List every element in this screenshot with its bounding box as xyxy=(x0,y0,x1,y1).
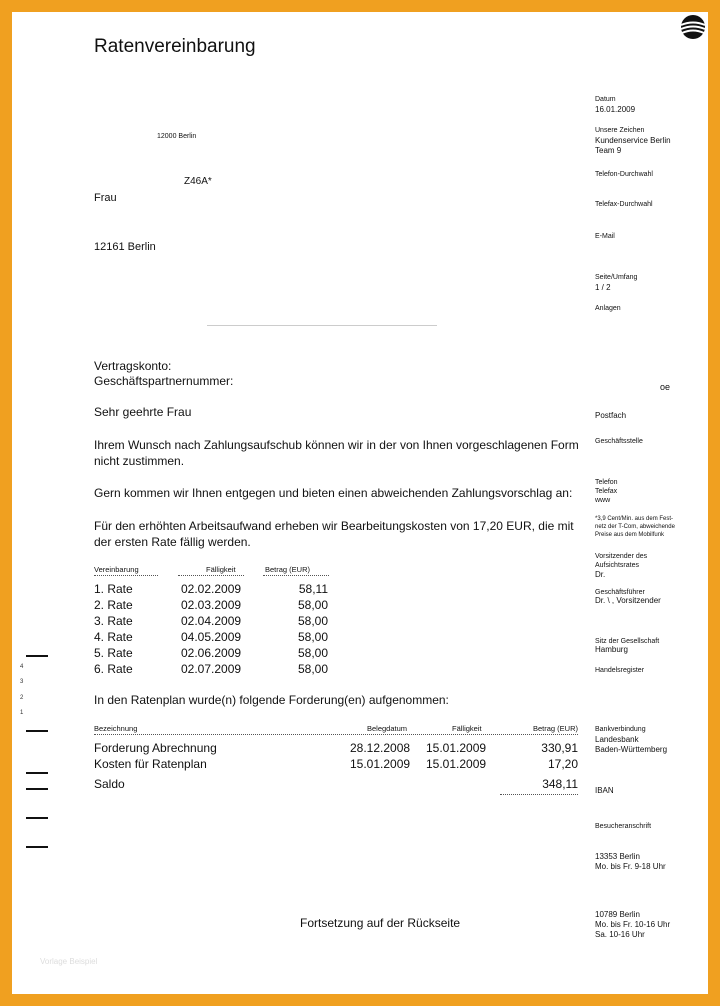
balance-label: Saldo xyxy=(94,777,125,791)
scan-artifact xyxy=(207,325,437,326)
claim-description: Forderung Abrechnung xyxy=(94,741,217,755)
rate-amount: 58,00 xyxy=(297,646,328,660)
sidebar-date: Datum 16.01.2009 xyxy=(595,96,636,114)
sidebar-postbox: Postfach xyxy=(595,411,627,420)
fold-mark xyxy=(26,730,48,732)
sidebar-attachments: Anlagen xyxy=(595,305,621,312)
rate-date: 04.05.2009 xyxy=(181,630,242,644)
sidebar-fax: Telefax-Durchwahl xyxy=(595,201,653,208)
margin-digit: 2 xyxy=(20,695,24,701)
rate-amount: 58,00 xyxy=(297,630,328,644)
letter-page xyxy=(12,12,708,994)
partner-number-label: Geschäftspartnernummer: xyxy=(94,374,234,388)
claims-header-amount: Betrag (EUR) xyxy=(532,724,578,733)
recipient-salutation: Frau xyxy=(94,192,117,204)
sidebar-pricing-note: *3,9 Cent/Min. aus dem Fest- netz der T-Com, abweichende Preise aus dem Mobilfunk xyxy=(595,516,675,538)
sidebar-board: Vorsitzender des Aufsichtsrates Dr. xyxy=(595,553,648,579)
continuation-note: Fortsetzung auf der Rückseite xyxy=(300,916,461,930)
claim-description: Kosten für Ratenplan xyxy=(94,757,207,771)
claim-due-date: 15.01.2009 xyxy=(426,741,487,755)
rate-date: 02.03.2009 xyxy=(181,598,242,612)
fold-mark xyxy=(26,817,48,819)
rate-label: 2. Rate xyxy=(94,598,133,612)
sidebar-visitor-hours-1: 13353 Berlin Mo. bis Fr. 9-18 Uhr xyxy=(595,852,666,871)
salutation: Sehr geehrte Frau xyxy=(94,405,192,419)
claim-doc-date: 15.01.2009 xyxy=(350,757,411,771)
sidebar-reference: Unsere Zeichen Kundenservice Berlin Team 9 xyxy=(595,127,671,155)
rates-header-rule xyxy=(178,575,244,576)
rates-header-rule xyxy=(263,575,329,576)
fold-mark xyxy=(26,788,48,790)
claims-header-rule xyxy=(94,734,578,735)
sidebar-visitor: Besucheranschrift xyxy=(595,823,652,830)
sidebar-email: E-Mail xyxy=(595,233,615,240)
rates-header-amount: Betrag (EUR) xyxy=(265,565,311,574)
claims-header-doc-date: Belegdatum xyxy=(367,724,408,733)
paragraph-1: Ihrem Wunsch nach Zahlungsaufschub können wir in der von Ihnen vorgeschlagenen Form nicht zustimmen. xyxy=(94,438,579,468)
rate-label: 1. Rate xyxy=(94,582,133,596)
claim-due-date: 15.01.2009 xyxy=(426,757,487,771)
sidebar-management: Geschäftsführer Dr. \ , Vorsitzender xyxy=(595,589,661,605)
margin-digit: 3 xyxy=(20,679,24,685)
rate-label: 5. Rate xyxy=(94,646,133,660)
rate-label: 3. Rate xyxy=(94,614,133,628)
paragraph-2: Gern kommen wir Ihnen entgegen und bieten einen abweichenden Zahlungsvorschlag an: xyxy=(94,486,573,500)
fold-mark xyxy=(26,655,48,657)
rate-amount: 58,00 xyxy=(297,598,328,612)
rates-header-rule xyxy=(94,575,158,576)
rate-amount: 58,11 xyxy=(298,582,328,596)
rate-label: 4. Rate xyxy=(94,630,133,644)
claims-intro: In den Ratenplan wurde(n) folgende Forderung(en) aufgenommen: xyxy=(94,693,449,707)
sidebar-fragment: oe xyxy=(660,382,671,392)
claim-amount: 330,91 xyxy=(541,741,578,755)
fold-mark xyxy=(26,846,48,848)
rate-amount: 58,00 xyxy=(297,614,328,628)
watermark: Vorlage Beispiel xyxy=(40,957,98,966)
rate-date: 02.04.2009 xyxy=(181,614,242,628)
company-logo-icon xyxy=(680,14,706,40)
recipient-city: 12161 Berlin xyxy=(94,241,156,253)
claim-doc-date: 28.12.2008 xyxy=(350,741,411,755)
claims-header-description: Bezeichnung xyxy=(94,724,138,733)
fold-mark xyxy=(26,772,48,774)
paragraph-3: Für den erhöhten Arbeitsaufwand erheben wir Bearbeitungskosten von 17,20 EUR, die mit der ersten Rate fällig werden. xyxy=(94,519,574,549)
balance-amount: 348,11 xyxy=(542,777,578,791)
reference-code: Z46A* xyxy=(184,176,212,187)
rates-header-due: Fälligkeit xyxy=(206,565,236,574)
sender-address: 12000 Berlin xyxy=(157,133,197,140)
document-title: Ratenvereinbarung xyxy=(94,36,256,57)
sidebar-seat: Sitz der Gesellschaft Hamburg xyxy=(595,638,660,654)
rates-header-agreement: Vereinbarung xyxy=(94,565,139,574)
rate-label: 6. Rate xyxy=(94,662,133,676)
sidebar-register: Handelsregister xyxy=(595,667,645,674)
rate-date: 02.07.2009 xyxy=(181,662,242,676)
margin-digit: 1 xyxy=(20,710,24,716)
sidebar-page: Seite/Umfang 1 / 2 xyxy=(595,274,638,292)
rate-date: 02.06.2009 xyxy=(181,646,242,660)
balance-rule xyxy=(500,794,578,795)
sidebar-contact: Telefon Telefax www xyxy=(595,479,618,504)
sidebar-bank: Bankverbindung Landesbank Baden-Württemberg xyxy=(595,726,668,754)
claims-header-due: Fälligkeit xyxy=(452,724,482,733)
claim-amount: 17,20 xyxy=(547,757,578,771)
sidebar-iban: IBAN xyxy=(595,786,614,795)
margin-digit: 4 xyxy=(20,664,24,670)
rate-amount: 58,00 xyxy=(297,662,328,676)
rate-date: 02.02.2009 xyxy=(181,582,242,596)
sidebar-office: Geschäftsstelle xyxy=(595,438,643,445)
sidebar-phone: Telefon-Durchwahl xyxy=(595,171,653,178)
contract-account-label: Vertragskonto: xyxy=(94,359,172,373)
sidebar-visitor-hours-2: 10789 Berlin Mo. bis Fr. 10-16 Uhr Sa. 10-16 Uhr xyxy=(595,910,671,939)
